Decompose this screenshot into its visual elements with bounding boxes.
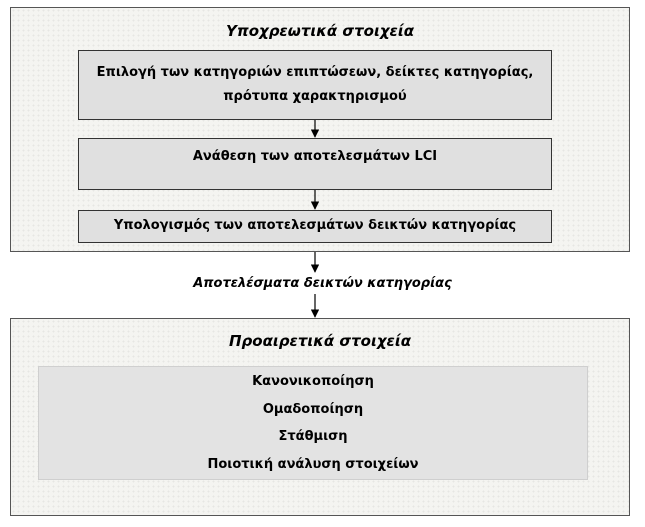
mandatory-elements-title: Υποχρεωτικά στοιχεία (225, 22, 414, 40)
step-lci-assignment: Ανάθεση των αποτελεσμάτων LCI (78, 138, 552, 190)
optional-item-weighting: Στάθμιση (278, 429, 348, 444)
step-indicator-calculation: Υπολογισμός των αποτελεσμάτων δεικτών κατηγορίας (78, 210, 552, 243)
connector-label: Αποτελέσματα δεικτών κατηγορίας (193, 276, 452, 291)
optional-item-normalization: Κανονικοποίηση (252, 374, 374, 389)
step-1-line-1: Επιλογή των κατηγοριών επιπτώσεων, δείκτες κατηγορίας, (96, 65, 534, 80)
optional-elements-title: Προαιρετικά στοιχεία (228, 332, 411, 350)
step-1-line-2: πρότυπα χαρακτηρισμού (223, 89, 407, 104)
optional-item-grouping: Ομαδοποίηση (262, 402, 364, 417)
optional-item-quality-analysis: Ποιοτική ανάλυση στοιχείων (207, 457, 419, 472)
